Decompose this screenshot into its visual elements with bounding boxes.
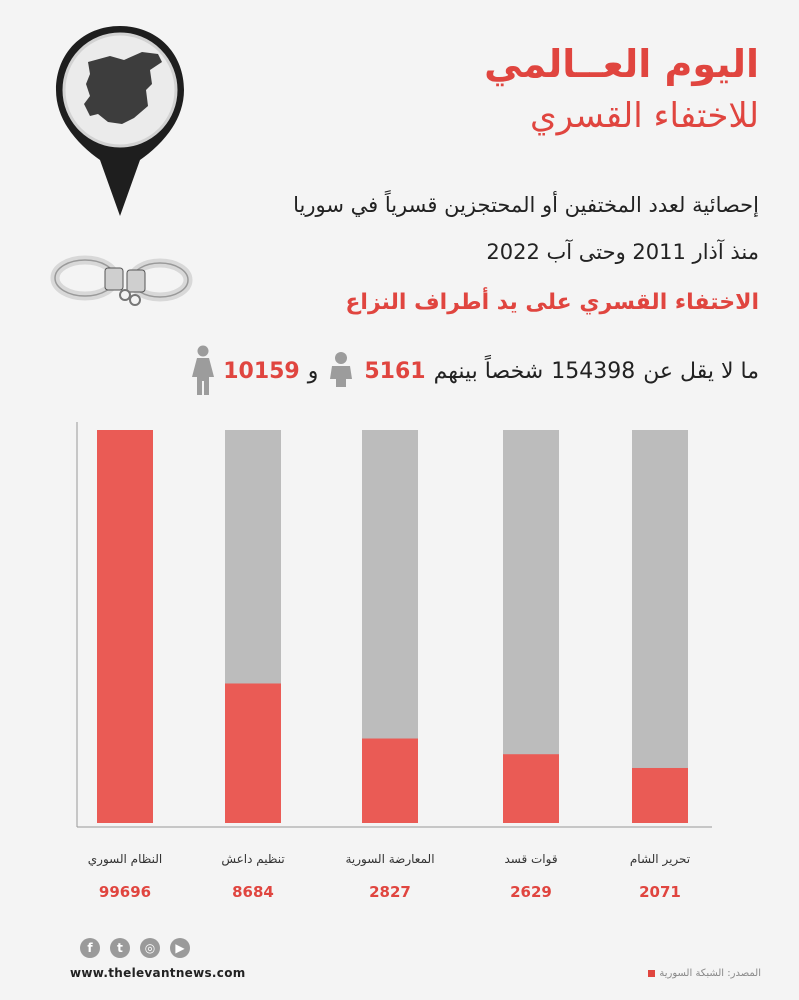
handcuffs-icon xyxy=(45,240,200,315)
summary-middle: شخصاً بينهم xyxy=(433,358,544,384)
page-title-line-2: للاختفاء القسري xyxy=(530,96,759,136)
category-label: تنظيم داعش xyxy=(221,852,285,866)
social-links xyxy=(80,938,190,958)
value-label: 2629 xyxy=(510,883,552,901)
twitter-icon[interactable]: t xyxy=(110,938,130,958)
value-label: 99696 xyxy=(98,883,152,901)
bar xyxy=(225,683,281,823)
bar-track xyxy=(632,430,688,823)
summary-total: 154398 xyxy=(551,358,636,384)
source-credit xyxy=(648,968,761,979)
subtitle-description: إحصائية لعدد المختفين أو المحتجزين قسرياً في سوريا xyxy=(293,193,759,217)
page-title: اليوم العــالمي xyxy=(484,42,759,86)
subtitle-date-range: منذ آذار 2011 وحتى آب 2022 xyxy=(486,240,759,264)
category-label: تحرير الشام xyxy=(629,852,691,866)
instagram-icon[interactable]: ◎ xyxy=(140,938,160,958)
source-text: المصدر: الشبكة السورية xyxy=(659,968,761,979)
value-label: 2827 xyxy=(369,883,411,901)
section-heading: الاختفاء القسري على يد أطراف النزاع xyxy=(345,290,759,315)
category-label: قوات قسد xyxy=(504,852,558,866)
value-label: 2071 xyxy=(639,883,681,901)
child-icon xyxy=(326,351,356,391)
value-label: 8684 xyxy=(232,883,274,901)
category-label: المعارضة السورية xyxy=(345,852,435,866)
website-link[interactable]: www.thelevantnews.com xyxy=(70,966,246,980)
bar xyxy=(503,754,559,823)
youtube-icon[interactable]: ▶ xyxy=(170,938,190,958)
summary-statement xyxy=(191,345,759,397)
woman-icon xyxy=(191,345,215,397)
category-label: النظام السوري xyxy=(87,852,163,866)
summary-conjunction: و xyxy=(307,358,319,384)
title-block xyxy=(484,40,759,140)
map-pin-icon xyxy=(50,20,190,220)
bar xyxy=(362,739,418,823)
summary-prefix: ما لا يقل عن xyxy=(643,358,759,384)
source-marker xyxy=(648,970,655,977)
summary-children-count: 5161 xyxy=(364,358,426,384)
facebook-icon[interactable]: f xyxy=(80,938,100,958)
bar xyxy=(632,768,688,823)
bar xyxy=(97,430,153,823)
bar-chart xyxy=(0,420,799,960)
bar-chart-svg xyxy=(0,420,799,960)
summary-women-count: 10159 xyxy=(223,358,300,384)
